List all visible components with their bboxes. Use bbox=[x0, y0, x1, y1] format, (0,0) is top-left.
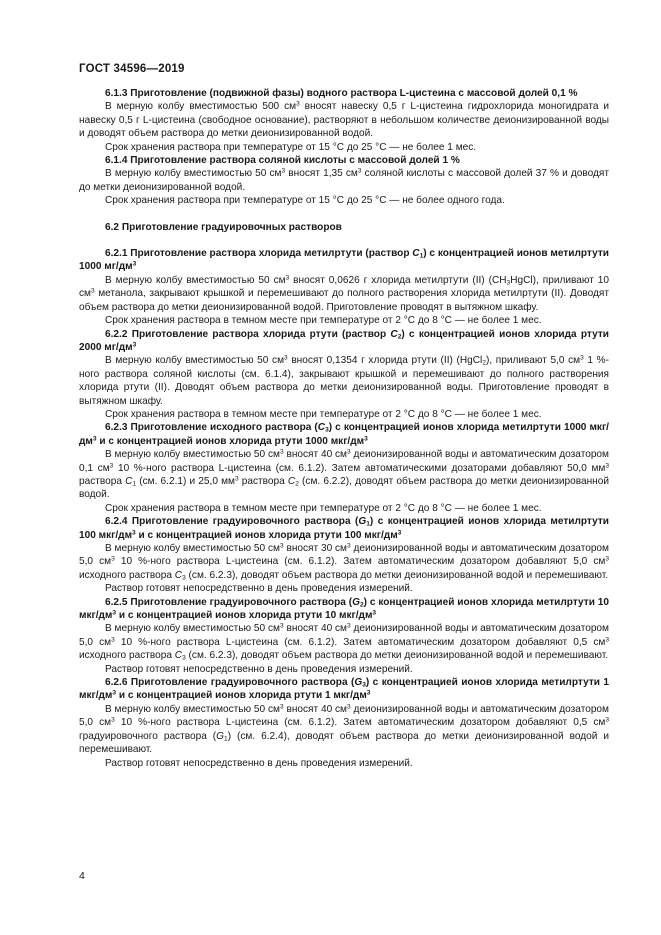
text-run: 3 bbox=[132, 529, 136, 537]
text-run: G bbox=[358, 516, 367, 528]
section-heading-h622 bbox=[79, 328, 609, 355]
text-run: 6.2 Приготовление градуировочных растворов bbox=[105, 221, 342, 233]
text-run: ) с концентрацией ионов хлорида метилртути 10 мкг/дм bbox=[79, 596, 609, 622]
text-run: 1 %-ного раствора соляной кислоты (см. 6.1.4), закрывают крышкой и перемешивают до полного растворения хлорида ртути (II). Доводят объем раствора до метки деионизированной воды. Приготовление проводят в вытяжном шкафу. bbox=[79, 355, 609, 407]
text-run: 3 bbox=[111, 555, 115, 563]
text-run: ) с концентрацией ионов хлорида метилртути 1000 мкг/дм bbox=[79, 422, 609, 447]
text-run: Срок хранения раствора в темном месте при температуре от 2 °C до 8 °C — не более 1 мес. bbox=[105, 315, 542, 327]
text-run: 3 bbox=[279, 542, 284, 550]
body-paragraph-p13 bbox=[79, 622, 609, 662]
text-run: В мерную колбу вместимостью 500 см bbox=[105, 101, 297, 113]
body-paragraph-p14 bbox=[79, 663, 609, 676]
section-heading-h625 bbox=[79, 596, 609, 623]
text-run: C bbox=[390, 328, 398, 340]
text-run: C bbox=[125, 475, 133, 487]
section-heading-h624 bbox=[79, 515, 609, 542]
section-heading-h626 bbox=[79, 676, 609, 703]
text-run: 6.1.4 Приготовление раствора соляной кислоты с массовой долей 1 % bbox=[105, 155, 460, 167]
body-paragraph-p12 bbox=[79, 582, 609, 595]
text-run: В мерную колбу вместимостью 50 см bbox=[105, 543, 280, 554]
text-run: деионизированной воды и автоматическим дозатором 5,0 см bbox=[79, 703, 609, 729]
text-run: 3 bbox=[605, 636, 609, 644]
text-run: 3 bbox=[91, 287, 95, 295]
text-run: ) с концентрацией ионов хлорида ртути 2000 мг/дм bbox=[79, 328, 609, 353]
text-run: 1 bbox=[366, 520, 370, 528]
section-heading-h62 bbox=[79, 221, 609, 234]
document-body bbox=[79, 87, 609, 770]
text-run: вносят 40 см bbox=[283, 449, 347, 461]
text-run: 6.2.4 Приготовление градуировочного раствора ( bbox=[105, 516, 359, 528]
text-run: 2 bbox=[482, 359, 486, 367]
body-paragraph-p16 bbox=[79, 757, 609, 770]
text-run: Раствор готовят непосредственно в день проведения измерений. bbox=[105, 663, 413, 675]
section-heading-h613 bbox=[79, 87, 609, 100]
text-run: соляной кислоты с массовой долей 37 % и доводят до метки деионизированной водой. bbox=[79, 168, 610, 193]
page-number: 4 bbox=[79, 870, 85, 882]
text-run: исходного раствора bbox=[79, 650, 175, 662]
text-run: вносят 1,35 см bbox=[285, 168, 358, 180]
text-run: ) с концентрацией ионов хлорида метилртути 1 мкг/дм bbox=[79, 677, 610, 702]
text-run: 3 bbox=[372, 609, 377, 617]
text-run: 3 bbox=[366, 689, 371, 697]
text-run: C bbox=[287, 475, 296, 487]
text-run: HgCl), приливают 10 см bbox=[79, 274, 609, 300]
body-paragraph-p1 bbox=[79, 100, 609, 140]
text-run: 3 bbox=[605, 462, 610, 470]
text-run: 3 bbox=[347, 448, 351, 456]
text-run: 6.2.1 Приготовление раствора хлорида метилртути (раствор bbox=[105, 248, 413, 260]
text-run: ) (см. 6.2.4), доводят объем раствора до метки деионизированной водой и перемешивают. bbox=[79, 730, 609, 756]
text-run: раствора bbox=[238, 475, 288, 487]
text-run: 3 bbox=[285, 274, 290, 282]
text-run: 3 bbox=[132, 260, 137, 268]
text-run: Срок хранения раствора в темном месте при температуре от 2 °C до 8 °C — не более 1 мес. bbox=[105, 408, 542, 420]
body-paragraph-p4 bbox=[79, 194, 609, 207]
text-run: и с концентрацией ионов хлорида ртути 100 мкг/дм bbox=[135, 529, 398, 541]
text-run: 3 bbox=[284, 354, 288, 362]
text-run: вносят 30 см bbox=[283, 543, 347, 554]
text-run: 3 bbox=[364, 435, 368, 443]
text-run: ), приливают 5,0 см bbox=[485, 355, 581, 367]
text-run: (см. 6.2.2), доводят объем раствора до метки деионизированной водой. bbox=[79, 475, 609, 501]
text-run: (см. 6.2.3), доводят объем раствора до метки деионизированной водой и перемешивают. bbox=[185, 650, 609, 662]
text-run: C bbox=[412, 248, 420, 260]
text-run: В мерную колбу вместимостью 50 см bbox=[105, 274, 286, 286]
text-run: C bbox=[174, 650, 183, 662]
text-run: G bbox=[352, 596, 360, 608]
text-run: вносят 40 см bbox=[283, 623, 347, 635]
text-run: 6.2.6 Приготовление градуировочного раствора ( bbox=[105, 677, 355, 689]
text-run: 3 bbox=[132, 341, 137, 349]
text-run: Срок хранения раствора при температуре от 15 °C до 25 °C — не более одного года. bbox=[105, 195, 505, 207]
text-run: 10 %-ного раствора L-цистеина (см. 6.1.2). Затем автоматическим дозатором добавляют 0,5 см bbox=[114, 717, 606, 729]
text-run: 3 bbox=[357, 167, 362, 175]
text-run: C bbox=[174, 569, 183, 581]
text-run: исходного раствора bbox=[79, 569, 175, 581]
text-run: ) с концентрацией ионов хлорида метилртути 100 мкг/дм bbox=[79, 516, 609, 541]
text-run: 3 bbox=[112, 609, 117, 617]
text-run: C bbox=[317, 422, 326, 434]
text-run: 3 bbox=[580, 354, 584, 362]
document-header: ГОСТ 34596—2019 bbox=[79, 63, 185, 75]
text-run: Срок хранения раствора в темном месте при температуре от 2 °C до 8 °C — не более 1 мес. bbox=[105, 502, 542, 514]
section-heading-h621 bbox=[79, 247, 609, 274]
text-run: 3 bbox=[279, 622, 284, 630]
text-run: Раствор готовят непосредственно в день проведения измерений. bbox=[105, 757, 413, 769]
text-run: Срок хранения раствора при температуре от 15 °C до 25 °C — не более 1 мес. bbox=[105, 141, 477, 153]
text-run: (см. 6.2.1) и 25,0 мм bbox=[136, 475, 235, 487]
body-paragraph-p2 bbox=[79, 141, 609, 154]
text-run: вносят навеску 0,5 г L-цистеина гидрохлорида моногидрата и навеску 0,5 г L-цистеина (свободное основание), растворяют в небольшом количестве деионизированной воды и доводят объем раствора до метки деионизированной водой. bbox=[79, 101, 609, 140]
text-run: градуировочного раствора ( bbox=[79, 730, 217, 742]
text-run: (см. 6.2.3), доводят объем раствора до метки деионизированной водой и перемешивают. bbox=[185, 569, 609, 581]
text-run: и с концентрацией ионов хлорида ртути 1000 мкг/дм bbox=[96, 435, 365, 447]
body-paragraph-p7 bbox=[79, 354, 609, 408]
text-run: 6.2.2 Приготовление раствора хлорида ртути (раствор bbox=[105, 328, 391, 340]
text-run: и с концентрацией ионов хлорида ртути 1 мкг/дм bbox=[116, 690, 367, 702]
body-paragraph-p3 bbox=[79, 167, 609, 194]
text-run: 3 bbox=[111, 716, 115, 724]
text-run: 3 bbox=[362, 681, 366, 689]
text-run: раствора bbox=[79, 475, 126, 487]
text-run: деионизированной воды и автоматическим дозатором 5,0 см bbox=[79, 623, 609, 648]
text-run: 3 bbox=[347, 622, 351, 630]
body-paragraph-p11 bbox=[79, 542, 609, 582]
text-run: 3 bbox=[347, 542, 351, 550]
text-run: 6.2.3 Приготовление исходного раствора ( bbox=[105, 422, 318, 434]
text-run: 2 bbox=[359, 601, 364, 609]
body-paragraph-p5 bbox=[79, 274, 609, 314]
text-run: 10 %-ного раствора L-цистеина (см. 6.1.2). Затем автоматическим дозатором добавляют 5,0 см bbox=[114, 556, 606, 568]
text-run: 3 bbox=[281, 167, 286, 175]
text-run: и с концентрацией ионов хлорида ртути 10 мкг/дм bbox=[116, 610, 373, 622]
text-run: 6.1.3 Приготовление (подвижной фазы) водного раствора L-цистеина с массовой долей 0,1 % bbox=[105, 88, 578, 99]
text-run: В мерную колбу вместимостью 50 см bbox=[105, 355, 285, 367]
text-run: деионизированной воды и автоматическим дозатором 5,0 см bbox=[79, 543, 609, 568]
text-run: 6.2.5 Приготовление градуировочного раствора ( bbox=[105, 596, 353, 608]
body-paragraph-p10 bbox=[79, 502, 609, 515]
text-run: G bbox=[216, 730, 225, 742]
body-paragraph-p15 bbox=[79, 703, 609, 757]
text-run: 3 bbox=[234, 475, 239, 483]
text-run: 3 bbox=[506, 279, 511, 287]
text-run: 3 bbox=[112, 689, 117, 697]
text-run: 3 bbox=[397, 529, 402, 537]
text-run: 3 bbox=[182, 654, 186, 662]
text-run: 3 bbox=[347, 703, 351, 711]
body-paragraph-p9 bbox=[79, 448, 609, 502]
text-run: 3 bbox=[111, 636, 115, 644]
text-run: 3 bbox=[182, 574, 186, 582]
text-run: В мерную колбу вместимостью 50 см bbox=[105, 623, 280, 635]
text-run: 3 bbox=[92, 435, 97, 443]
text-run: 3 bbox=[325, 426, 329, 434]
text-run: деионизированной воды и автоматическим дозатором 0,1 см bbox=[79, 449, 609, 474]
text-run: 3 bbox=[109, 462, 114, 470]
text-run: 3 bbox=[279, 703, 284, 711]
text-run: 3 bbox=[605, 716, 609, 724]
text-run: 10 %-ного раствора L-цистеина (см. 6.1.2). Затем автоматическим дозатором добавляют 0,5 см bbox=[114, 636, 606, 648]
text-run: 1 bbox=[224, 735, 228, 743]
text-run: В мерную колбу вместимостью 50 см bbox=[105, 449, 280, 461]
text-run: вносят 0,0626 г хлорида метилртути (II) (CH bbox=[289, 274, 507, 286]
text-run: 3 bbox=[605, 555, 609, 563]
text-run: ) с концентрацией ионов метилртути 1000 мг/дм bbox=[79, 248, 609, 273]
text-run: В мерную колбу вместимостью 50 см bbox=[105, 168, 282, 180]
text-run: 3 bbox=[279, 448, 284, 456]
text-run: вносят 40 см bbox=[283, 703, 347, 715]
text-run: 2 bbox=[295, 480, 299, 488]
text-run: 3 bbox=[296, 100, 300, 108]
text-run: вносят 0,1354 г хлорида ртути (II) (HgCl bbox=[287, 355, 483, 367]
text-run: 1 bbox=[132, 480, 137, 488]
text-run: Раствор готовят непосредственно в день проведения измерений. bbox=[105, 583, 413, 595]
text-run: 10 %-ного раствора L-цистеина (см. 6.1.2). Затем автоматическими дозаторами добавляют 50,0 мм bbox=[113, 462, 606, 474]
section-heading-h614 bbox=[79, 154, 609, 167]
text-run: В мерную колбу вместимостью 50 см bbox=[105, 703, 280, 715]
body-paragraph-p6 bbox=[79, 314, 609, 327]
text-run: 1 bbox=[419, 252, 424, 260]
text-run: G bbox=[354, 677, 363, 689]
text-run: метанола, закрывают крышкой и перемешивают до полного растворения хлорида метилртути (II). Доводят объем раствора до метки деионизированной водой. Приготовление проводят в вытяжном шкафу. bbox=[79, 288, 609, 313]
text-run: 2 bbox=[397, 333, 402, 340]
section-heading-h623 bbox=[79, 421, 609, 448]
body-paragraph-p8 bbox=[79, 408, 609, 421]
